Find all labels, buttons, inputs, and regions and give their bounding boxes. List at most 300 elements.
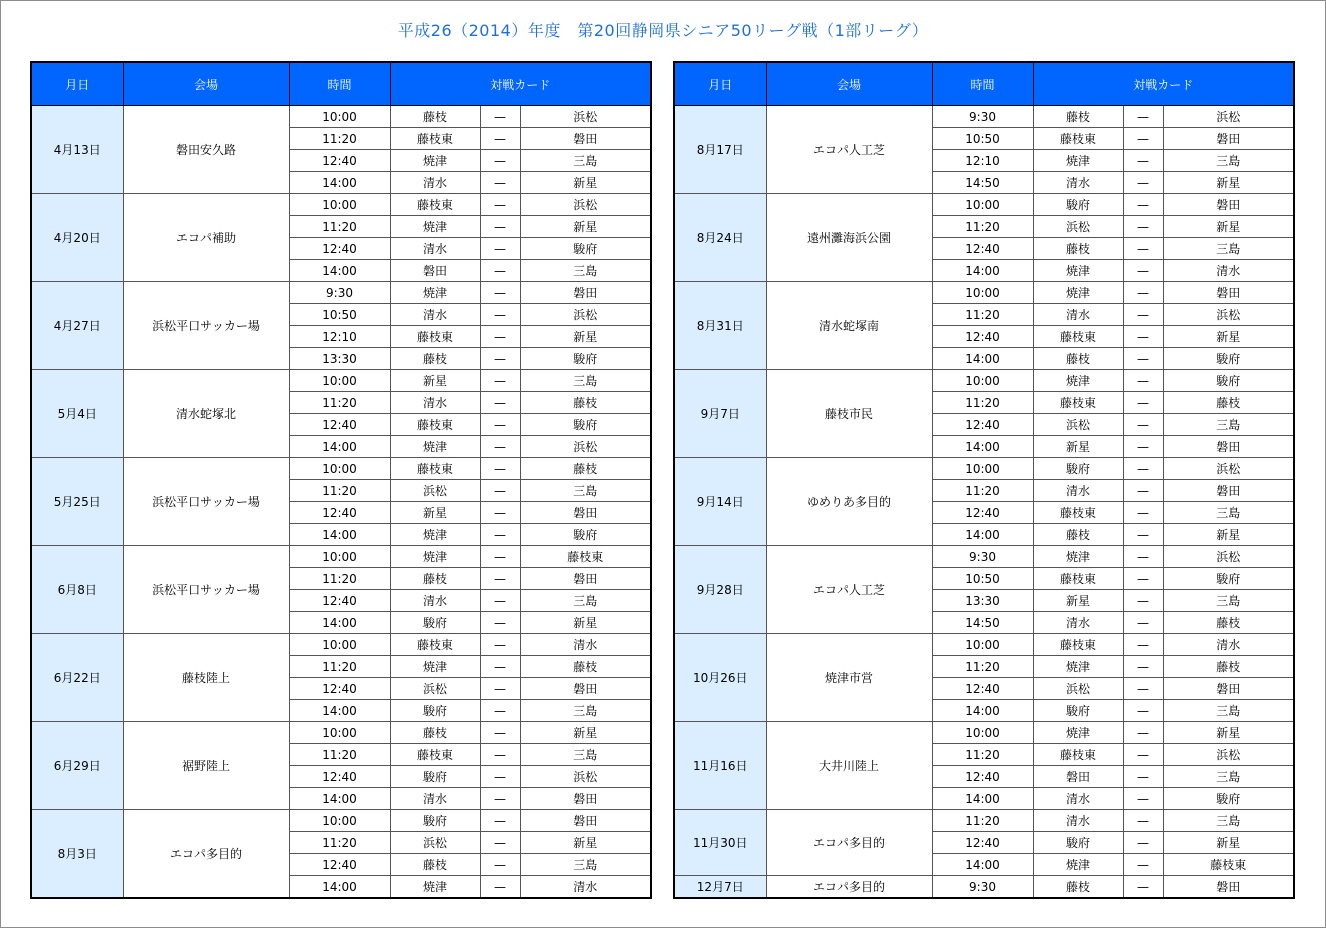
home-team: 藤枝東 bbox=[1033, 128, 1123, 150]
versus-dash: — bbox=[480, 238, 520, 260]
away-team: 磐田 bbox=[520, 810, 651, 832]
home-team: 駿府 bbox=[1033, 194, 1123, 216]
versus-dash: — bbox=[1123, 194, 1163, 216]
table-row bbox=[674, 282, 1294, 304]
versus-dash: — bbox=[1123, 370, 1163, 392]
venue-name: 浜松平口サッカー場 bbox=[123, 282, 289, 370]
venue-name: ゆめりあ多目的 bbox=[766, 458, 932, 546]
home-team: 駿府 bbox=[390, 612, 480, 634]
table-row bbox=[674, 876, 1294, 899]
versus-dash: — bbox=[480, 216, 520, 238]
versus-dash: — bbox=[1123, 106, 1163, 128]
home-team: 新星 bbox=[1033, 436, 1123, 458]
home-team: 藤枝東 bbox=[390, 414, 480, 436]
home-team: 藤枝東 bbox=[1033, 744, 1123, 766]
away-team: 駿府 bbox=[1163, 370, 1294, 392]
header-matches: 対戦カード bbox=[1033, 62, 1294, 106]
versus-dash: — bbox=[480, 546, 520, 568]
table-row bbox=[31, 458, 651, 480]
home-team: 藤枝東 bbox=[390, 634, 480, 656]
away-team: 駿府 bbox=[1163, 348, 1294, 370]
versus-dash: — bbox=[1123, 304, 1163, 326]
home-team: 藤枝 bbox=[390, 568, 480, 590]
versus-dash: — bbox=[1123, 436, 1163, 458]
versus-dash: — bbox=[480, 832, 520, 854]
away-team: 三島 bbox=[520, 260, 651, 282]
versus-dash: — bbox=[480, 590, 520, 612]
kickoff-time: 14:50 bbox=[932, 172, 1033, 194]
home-team: 焼津 bbox=[1033, 282, 1123, 304]
away-team: 三島 bbox=[520, 700, 651, 722]
home-team: 藤枝 bbox=[390, 348, 480, 370]
match-date: 4月20日 bbox=[31, 194, 123, 282]
venue-name: エコパ多目的 bbox=[766, 876, 932, 899]
away-team: 新星 bbox=[1163, 172, 1294, 194]
versus-dash: — bbox=[1123, 502, 1163, 524]
versus-dash: — bbox=[1123, 876, 1163, 899]
away-team: 磐田 bbox=[520, 282, 651, 304]
header-date: 月日 bbox=[674, 62, 766, 106]
home-team: 藤枝 bbox=[1033, 524, 1123, 546]
page-title: 平成26（2014）年度 第20回静岡県シニア50リーグ戦（1部リーグ） bbox=[397, 21, 929, 40]
away-team: 清水 bbox=[1163, 260, 1294, 282]
home-team: 藤枝 bbox=[1033, 106, 1123, 128]
match-date: 4月13日 bbox=[31, 106, 123, 194]
home-team: 駿府 bbox=[1033, 700, 1123, 722]
kickoff-time: 11:20 bbox=[932, 392, 1033, 414]
away-team: 藤枝東 bbox=[520, 546, 651, 568]
versus-dash: — bbox=[480, 458, 520, 480]
away-team: 三島 bbox=[1163, 238, 1294, 260]
match-date: 6月29日 bbox=[31, 722, 123, 810]
kickoff-time: 10:00 bbox=[289, 370, 390, 392]
match-date: 6月22日 bbox=[31, 634, 123, 722]
kickoff-time: 14:00 bbox=[932, 788, 1033, 810]
home-team: 藤枝東 bbox=[1033, 634, 1123, 656]
versus-dash: — bbox=[1123, 766, 1163, 788]
away-team: 浜松 bbox=[1163, 106, 1294, 128]
home-team: 駿府 bbox=[390, 810, 480, 832]
venue-name: 大井川陸上 bbox=[766, 722, 932, 810]
away-team: 駿府 bbox=[520, 414, 651, 436]
home-team: 焼津 bbox=[390, 282, 480, 304]
home-team: 駿府 bbox=[390, 700, 480, 722]
away-team: 浜松 bbox=[520, 304, 651, 326]
venue-name: エコパ補助 bbox=[123, 194, 289, 282]
table-row bbox=[31, 634, 651, 656]
versus-dash: — bbox=[1123, 612, 1163, 634]
header-time: 時間 bbox=[289, 62, 390, 106]
away-team: 藤枝 bbox=[520, 656, 651, 678]
kickoff-time: 14:00 bbox=[289, 700, 390, 722]
away-team: 磐田 bbox=[1163, 678, 1294, 700]
away-team: 三島 bbox=[1163, 590, 1294, 612]
versus-dash: — bbox=[480, 194, 520, 216]
versus-dash: — bbox=[480, 502, 520, 524]
table-row bbox=[674, 458, 1294, 480]
away-team: 新星 bbox=[520, 326, 651, 348]
home-team: 焼津 bbox=[1033, 546, 1123, 568]
match-date: 5月4日 bbox=[31, 370, 123, 458]
schedule-table-left bbox=[30, 61, 652, 899]
kickoff-time: 14:00 bbox=[289, 788, 390, 810]
versus-dash: — bbox=[1123, 172, 1163, 194]
versus-dash: — bbox=[1123, 832, 1163, 854]
home-team: 清水 bbox=[390, 304, 480, 326]
kickoff-time: 14:50 bbox=[932, 612, 1033, 634]
home-team: 駿府 bbox=[390, 766, 480, 788]
home-team: 新星 bbox=[390, 502, 480, 524]
away-team: 三島 bbox=[520, 150, 651, 172]
away-team: 清水 bbox=[520, 876, 651, 899]
venue-name: 清水蛇塚南 bbox=[766, 282, 932, 370]
away-team: 磐田 bbox=[520, 128, 651, 150]
versus-dash: — bbox=[1123, 216, 1163, 238]
away-team: 三島 bbox=[520, 480, 651, 502]
versus-dash: — bbox=[480, 568, 520, 590]
versus-dash: — bbox=[1123, 414, 1163, 436]
table-row bbox=[674, 106, 1294, 128]
kickoff-time: 11:20 bbox=[932, 304, 1033, 326]
table-row bbox=[31, 370, 651, 392]
away-team: 藤枝東 bbox=[1163, 854, 1294, 876]
kickoff-time: 14:00 bbox=[932, 260, 1033, 282]
away-team: 磐田 bbox=[520, 788, 651, 810]
home-team: 清水 bbox=[390, 392, 480, 414]
away-team: 浜松 bbox=[1163, 744, 1294, 766]
match-date: 5月25日 bbox=[31, 458, 123, 546]
home-team: 駿府 bbox=[1033, 832, 1123, 854]
kickoff-time: 12:40 bbox=[289, 502, 390, 524]
kickoff-time: 12:40 bbox=[932, 414, 1033, 436]
home-team: 磐田 bbox=[1033, 766, 1123, 788]
versus-dash: — bbox=[1123, 326, 1163, 348]
match-date: 11月30日 bbox=[674, 810, 766, 876]
table-row bbox=[674, 370, 1294, 392]
venue-name: 磐田安久路 bbox=[123, 106, 289, 194]
venue-name: エコパ多目的 bbox=[123, 810, 289, 899]
kickoff-time: 10:00 bbox=[932, 634, 1033, 656]
away-team: 駿府 bbox=[520, 238, 651, 260]
away-team: 三島 bbox=[1163, 414, 1294, 436]
kickoff-time: 10:00 bbox=[289, 634, 390, 656]
versus-dash: — bbox=[1123, 590, 1163, 612]
versus-dash: — bbox=[480, 392, 520, 414]
away-team: 藤枝 bbox=[520, 458, 651, 480]
kickoff-time: 9:30 bbox=[932, 106, 1033, 128]
home-team: 焼津 bbox=[390, 216, 480, 238]
home-team: 駿府 bbox=[1033, 458, 1123, 480]
home-team: 藤枝東 bbox=[390, 128, 480, 150]
venue-name: 浜松平口サッカー場 bbox=[123, 546, 289, 634]
table-row bbox=[31, 282, 651, 304]
table-row bbox=[674, 194, 1294, 216]
match-date: 8月24日 bbox=[674, 194, 766, 282]
home-team: 清水 bbox=[390, 238, 480, 260]
home-team: 新星 bbox=[1033, 590, 1123, 612]
venue-name: 裾野陸上 bbox=[123, 722, 289, 810]
kickoff-time: 11:20 bbox=[289, 216, 390, 238]
kickoff-time: 12:40 bbox=[289, 766, 390, 788]
versus-dash: — bbox=[1123, 700, 1163, 722]
kickoff-time: 10:00 bbox=[289, 722, 390, 744]
versus-dash: — bbox=[1123, 260, 1163, 282]
kickoff-time: 14:00 bbox=[289, 524, 390, 546]
kickoff-time: 11:20 bbox=[932, 480, 1033, 502]
away-team: 浜松 bbox=[1163, 458, 1294, 480]
venue-name: エコパ人工芝 bbox=[766, 106, 932, 194]
table-row bbox=[31, 106, 651, 128]
home-team: 清水 bbox=[390, 788, 480, 810]
venue-name: 清水蛇塚北 bbox=[123, 370, 289, 458]
home-team: 焼津 bbox=[1033, 656, 1123, 678]
match-date: 6月8日 bbox=[31, 546, 123, 634]
home-team: 藤枝 bbox=[1033, 238, 1123, 260]
match-date: 4月27日 bbox=[31, 282, 123, 370]
versus-dash: — bbox=[1123, 238, 1163, 260]
away-team: 三島 bbox=[520, 744, 651, 766]
away-team: 藤枝 bbox=[1163, 656, 1294, 678]
home-team: 焼津 bbox=[390, 546, 480, 568]
versus-dash: — bbox=[480, 700, 520, 722]
match-date: 8月3日 bbox=[31, 810, 123, 899]
away-team: 磐田 bbox=[520, 678, 651, 700]
kickoff-time: 10:50 bbox=[289, 304, 390, 326]
home-team: 藤枝東 bbox=[390, 744, 480, 766]
home-team: 藤枝 bbox=[1033, 348, 1123, 370]
versus-dash: — bbox=[1123, 392, 1163, 414]
away-team: 磐田 bbox=[520, 502, 651, 524]
kickoff-time: 13:30 bbox=[289, 348, 390, 370]
match-date: 8月17日 bbox=[674, 106, 766, 194]
versus-dash: — bbox=[1123, 282, 1163, 304]
versus-dash: — bbox=[480, 304, 520, 326]
home-team: 藤枝 bbox=[1033, 876, 1123, 899]
home-team: 藤枝東 bbox=[1033, 502, 1123, 524]
venue-name: エコパ多目的 bbox=[766, 810, 932, 876]
home-team: 焼津 bbox=[1033, 722, 1123, 744]
versus-dash: — bbox=[480, 414, 520, 436]
kickoff-time: 14:00 bbox=[932, 348, 1033, 370]
away-team: 三島 bbox=[1163, 700, 1294, 722]
kickoff-time: 10:00 bbox=[289, 546, 390, 568]
home-team: 清水 bbox=[390, 172, 480, 194]
versus-dash: — bbox=[1123, 458, 1163, 480]
away-team: 磐田 bbox=[1163, 282, 1294, 304]
away-team: 駿府 bbox=[520, 348, 651, 370]
venue-name: 遠州灘海浜公園 bbox=[766, 194, 932, 282]
kickoff-time: 11:20 bbox=[289, 128, 390, 150]
versus-dash: — bbox=[480, 678, 520, 700]
kickoff-time: 12:40 bbox=[932, 678, 1033, 700]
home-team: 清水 bbox=[1033, 304, 1123, 326]
kickoff-time: 12:40 bbox=[932, 326, 1033, 348]
home-team: 浜松 bbox=[390, 832, 480, 854]
kickoff-time: 11:20 bbox=[289, 744, 390, 766]
versus-dash: — bbox=[480, 722, 520, 744]
home-team: 浜松 bbox=[1033, 678, 1123, 700]
header-time: 時間 bbox=[932, 62, 1033, 106]
kickoff-time: 14:00 bbox=[289, 172, 390, 194]
away-team: 新星 bbox=[520, 722, 651, 744]
home-team: 清水 bbox=[1033, 810, 1123, 832]
away-team: 三島 bbox=[520, 370, 651, 392]
away-team: 新星 bbox=[520, 216, 651, 238]
table-row bbox=[31, 722, 651, 744]
versus-dash: — bbox=[1123, 744, 1163, 766]
kickoff-time: 12:40 bbox=[289, 854, 390, 876]
kickoff-time: 14:00 bbox=[932, 854, 1033, 876]
versus-dash: — bbox=[480, 150, 520, 172]
kickoff-time: 11:20 bbox=[289, 480, 390, 502]
home-team: 浜松 bbox=[390, 480, 480, 502]
versus-dash: — bbox=[480, 348, 520, 370]
schedule-table-right bbox=[673, 61, 1295, 899]
kickoff-time: 11:20 bbox=[932, 810, 1033, 832]
versus-dash: — bbox=[480, 524, 520, 546]
kickoff-time: 14:00 bbox=[289, 260, 390, 282]
header-matches: 対戦カード bbox=[390, 62, 651, 106]
versus-dash: — bbox=[1123, 634, 1163, 656]
versus-dash: — bbox=[1123, 788, 1163, 810]
kickoff-time: 11:20 bbox=[932, 216, 1033, 238]
kickoff-time: 12:40 bbox=[289, 678, 390, 700]
home-team: 焼津 bbox=[1033, 260, 1123, 282]
versus-dash: — bbox=[480, 810, 520, 832]
kickoff-time: 12:40 bbox=[932, 502, 1033, 524]
versus-dash: — bbox=[1123, 722, 1163, 744]
kickoff-time: 14:00 bbox=[289, 436, 390, 458]
venue-name: 藤枝陸上 bbox=[123, 634, 289, 722]
match-date: 8月31日 bbox=[674, 282, 766, 370]
kickoff-time: 10:50 bbox=[932, 568, 1033, 590]
table-row bbox=[31, 810, 651, 832]
kickoff-time: 10:00 bbox=[932, 282, 1033, 304]
away-team: 三島 bbox=[1163, 150, 1294, 172]
versus-dash: — bbox=[480, 128, 520, 150]
kickoff-time: 14:00 bbox=[289, 876, 390, 899]
kickoff-time: 10:00 bbox=[289, 458, 390, 480]
versus-dash: — bbox=[1123, 656, 1163, 678]
kickoff-time: 14:00 bbox=[932, 524, 1033, 546]
away-team: 浜松 bbox=[520, 436, 651, 458]
away-team: 浜松 bbox=[520, 106, 651, 128]
home-team: 藤枝東 bbox=[390, 194, 480, 216]
away-team: 磐田 bbox=[520, 568, 651, 590]
home-team: 焼津 bbox=[390, 656, 480, 678]
kickoff-time: 12:40 bbox=[289, 150, 390, 172]
versus-dash: — bbox=[1123, 524, 1163, 546]
away-team: 三島 bbox=[1163, 810, 1294, 832]
home-team: 浜松 bbox=[390, 678, 480, 700]
away-team: 新星 bbox=[1163, 722, 1294, 744]
kickoff-time: 14:00 bbox=[289, 612, 390, 634]
header-date: 月日 bbox=[31, 62, 123, 106]
away-team: 新星 bbox=[1163, 326, 1294, 348]
versus-dash: — bbox=[480, 172, 520, 194]
away-team: 浜松 bbox=[1163, 546, 1294, 568]
kickoff-time: 12:40 bbox=[932, 238, 1033, 260]
kickoff-time: 9:30 bbox=[932, 876, 1033, 899]
kickoff-time: 11:20 bbox=[289, 832, 390, 854]
versus-dash: — bbox=[1123, 348, 1163, 370]
versus-dash: — bbox=[1123, 568, 1163, 590]
home-team: 焼津 bbox=[390, 436, 480, 458]
kickoff-time: 10:00 bbox=[932, 458, 1033, 480]
away-team: 磐田 bbox=[1163, 480, 1294, 502]
away-team: 藤枝 bbox=[1163, 392, 1294, 414]
away-team: 清水 bbox=[1163, 634, 1294, 656]
home-team: 焼津 bbox=[390, 150, 480, 172]
table-row bbox=[31, 194, 651, 216]
versus-dash: — bbox=[1123, 678, 1163, 700]
versus-dash: — bbox=[480, 370, 520, 392]
away-team: 藤枝 bbox=[520, 392, 651, 414]
home-team: 清水 bbox=[1033, 612, 1123, 634]
home-team: 焼津 bbox=[1033, 150, 1123, 172]
header-venue: 会場 bbox=[123, 62, 289, 106]
away-team: 磐田 bbox=[1163, 436, 1294, 458]
away-team: 新星 bbox=[1163, 216, 1294, 238]
kickoff-time: 12:40 bbox=[932, 766, 1033, 788]
versus-dash: — bbox=[480, 612, 520, 634]
away-team: 新星 bbox=[1163, 832, 1294, 854]
home-team: 清水 bbox=[1033, 172, 1123, 194]
away-team: 三島 bbox=[1163, 502, 1294, 524]
header-row bbox=[31, 62, 651, 106]
away-team: 三島 bbox=[520, 854, 651, 876]
kickoff-time: 11:20 bbox=[289, 568, 390, 590]
away-team: 新星 bbox=[520, 832, 651, 854]
versus-dash: — bbox=[480, 656, 520, 678]
versus-dash: — bbox=[480, 788, 520, 810]
venue-name: エコパ人工芝 bbox=[766, 546, 932, 634]
home-team: 藤枝東 bbox=[1033, 568, 1123, 590]
away-team: 磐田 bbox=[1163, 194, 1294, 216]
away-team: 新星 bbox=[1163, 524, 1294, 546]
home-team: 浜松 bbox=[1033, 216, 1123, 238]
kickoff-time: 12:10 bbox=[932, 150, 1033, 172]
versus-dash: — bbox=[1123, 150, 1163, 172]
match-date: 10月26日 bbox=[674, 634, 766, 722]
home-team: 清水 bbox=[1033, 480, 1123, 502]
venue-name: 焼津市営 bbox=[766, 634, 932, 722]
away-team: 三島 bbox=[520, 590, 651, 612]
home-team: 藤枝 bbox=[390, 854, 480, 876]
versus-dash: — bbox=[480, 766, 520, 788]
venue-name: 藤枝市民 bbox=[766, 370, 932, 458]
table-row bbox=[674, 722, 1294, 744]
versus-dash: — bbox=[480, 260, 520, 282]
kickoff-time: 10:00 bbox=[289, 106, 390, 128]
kickoff-time: 11:20 bbox=[932, 656, 1033, 678]
table-row bbox=[674, 810, 1294, 832]
away-team: 三島 bbox=[1163, 766, 1294, 788]
kickoff-time: 11:20 bbox=[289, 656, 390, 678]
home-team: 清水 bbox=[390, 590, 480, 612]
home-team: 藤枝 bbox=[390, 722, 480, 744]
home-team: 藤枝東 bbox=[1033, 392, 1123, 414]
venue-name: 浜松平口サッカー場 bbox=[123, 458, 289, 546]
kickoff-time: 9:30 bbox=[932, 546, 1033, 568]
versus-dash: — bbox=[480, 634, 520, 656]
away-team: 新星 bbox=[520, 172, 651, 194]
home-team: 焼津 bbox=[390, 876, 480, 899]
away-team: 磐田 bbox=[1163, 128, 1294, 150]
kickoff-time: 10:00 bbox=[932, 194, 1033, 216]
match-date: 9月7日 bbox=[674, 370, 766, 458]
away-team: 藤枝 bbox=[1163, 612, 1294, 634]
